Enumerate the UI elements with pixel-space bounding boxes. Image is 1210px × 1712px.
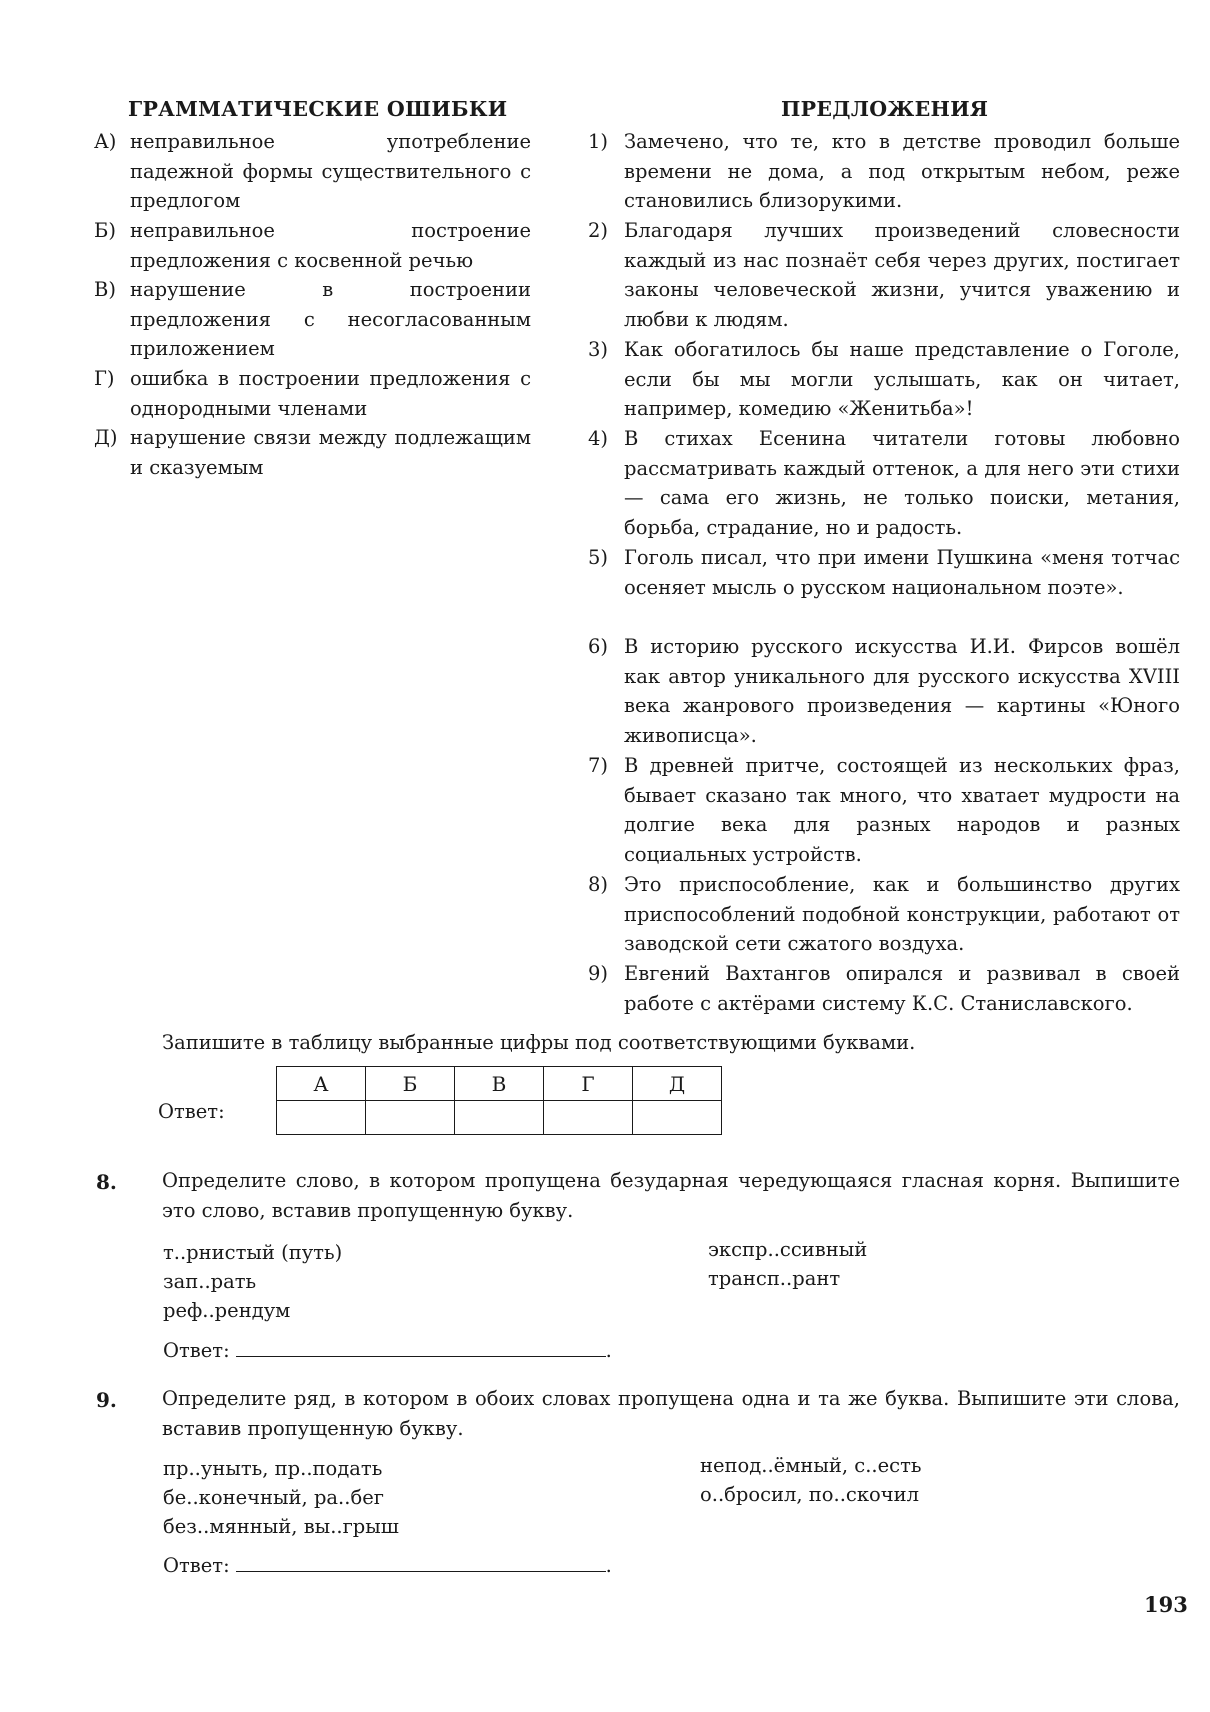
- error-item-b: [94, 216, 531, 275]
- sentence-text: В древней притче, состоящей из нескольких фраз, бывает сказано так много, что хватает мудрости на долгие века для разных народов и разных социальных устройств.: [624, 754, 1180, 866]
- page-number: 193: [1144, 1592, 1188, 1617]
- sentence-item-5: [588, 543, 1180, 602]
- answer-table-header: Б: [366, 1067, 455, 1101]
- sentence-item-3: [588, 335, 1180, 424]
- sentence-item-8: [588, 870, 1180, 959]
- answer-cell-b[interactable]: [366, 1101, 455, 1135]
- answer-table-header: Д: [633, 1067, 722, 1101]
- task-8-option: трансп..рант: [708, 1267, 841, 1290]
- task-8-option: зап..рать: [163, 1270, 257, 1293]
- sentence-item-9: [588, 959, 1180, 1018]
- sentence-label: 7): [588, 754, 609, 777]
- sentence-label: 2): [588, 219, 609, 242]
- task-9-option: без..мянный, вы..грыш: [163, 1515, 399, 1538]
- sentence-label: 3): [588, 338, 609, 361]
- sentence-item-4: [588, 424, 1180, 542]
- task-8-answer-row: [163, 1336, 612, 1362]
- sentence-label: 8): [588, 873, 609, 896]
- answer-label: Ответ:: [158, 1100, 225, 1123]
- task-8-option: реф..рендум: [163, 1299, 291, 1322]
- error-text: неправильное построение предложения с косвенной речью: [130, 219, 531, 272]
- error-text: нарушение связи между подлежащим и сказуемым: [130, 426, 531, 479]
- task-9-option: непод..ёмный, с..есть: [700, 1454, 922, 1477]
- sentence-label: 1): [588, 130, 609, 153]
- error-text: ошибка в построении предложения с однородными членами: [130, 367, 531, 420]
- sentence-label: 4): [588, 427, 609, 450]
- answer-table-header: Г: [544, 1067, 633, 1101]
- task-9-text: Определите ряд, в котором в обоих словах пропущена одна и та же буква. Выпишите эти слова, вставив пропущенную букву.: [162, 1387, 1180, 1440]
- sentence-text: Евгений Вахтангов опирался и развивал в своей работе с актёрами систему К.С. Станиславского.: [624, 962, 1180, 1015]
- error-item-g: [94, 364, 531, 423]
- answer-cell-v[interactable]: [455, 1101, 544, 1135]
- error-label: Д): [94, 426, 118, 449]
- table-instruction: Запишите в таблицу выбранные цифры под соответствующими буквами.: [162, 1031, 916, 1054]
- error-text: нарушение в построении предложения с несогласованным приложением: [130, 278, 531, 360]
- task-8-text: Определите слово, в котором пропущена безударная чередующаяся гласная корня. Выпишите это слово, вставив пропущенную букву.: [162, 1169, 1180, 1222]
- task-9-answer-period: .: [605, 1554, 612, 1577]
- sentence-text: Гоголь писал, что при имени Пушкина «меня тотчас осеняет мысль о русском национальном поэте».: [624, 546, 1180, 599]
- sentence-label: 6): [588, 635, 609, 658]
- sentence-text: Это приспособление, как и большинство других приспособлений подобной конструкции, работают от заводской сети сжатого воздуха.: [624, 873, 1180, 955]
- sentence-text: Замечено, что те, кто в детстве проводил больше времени не дома, а под открытым небом, реже становились близорукими.: [624, 130, 1180, 212]
- answer-cell-d[interactable]: [633, 1101, 722, 1135]
- sentence-label: 9): [588, 962, 609, 985]
- sentence-item-1: [588, 127, 1180, 216]
- error-label: Г): [94, 367, 115, 390]
- answer-table-header: В: [455, 1067, 544, 1101]
- task-8-option: экспр..ссивный: [708, 1238, 868, 1261]
- answer-cell-g[interactable]: [544, 1101, 633, 1135]
- error-item-a: [94, 127, 531, 216]
- answer-table-header-row: [277, 1067, 722, 1101]
- task-8-answer-period: .: [605, 1339, 612, 1362]
- sentence-text: Как обогатилось бы наше представление о Гоголе, если бы мы могли услышать, как он читает, например, комедию «Женитьба»!: [624, 338, 1180, 420]
- task-9-number: 9.: [96, 1388, 117, 1412]
- sentence-text: В стихах Есенина читатели готовы любовно рассматривать каждый оттенок, а для него эти стихи — сама его жизнь, не только поиски, метания, борьба, страдание, но и радость.: [624, 427, 1180, 539]
- task-9-answer-blank[interactable]: [236, 1551, 606, 1572]
- task-9-option: бе..конечный, ра..бег: [163, 1486, 384, 1509]
- sentence-text: Благодаря лучших произведений словесности каждый из нас познаёт себя через других, постигает законы человеческой жизни, учится уважению и любви к людям.: [624, 219, 1180, 331]
- error-item-d: [94, 423, 531, 482]
- task-8-answer-label: Ответ:: [163, 1339, 230, 1362]
- error-label: Б): [94, 219, 116, 242]
- sentence-item-6: [588, 632, 1180, 750]
- task-9-answer-row: [163, 1551, 612, 1577]
- sentence-item-2: [588, 216, 1180, 334]
- error-item-v: [94, 275, 531, 364]
- answer-table-header: А: [277, 1067, 366, 1101]
- task-8-number: 8.: [96, 1170, 117, 1194]
- task-8-option: т..рнистый (путь): [163, 1241, 343, 1264]
- sentence-item-7: [588, 751, 1180, 869]
- errors-column-title: ГРАММАТИЧЕСКИЕ ОШИБКИ: [128, 97, 508, 121]
- task-9-option: о..бросил, по..скочил: [700, 1483, 920, 1506]
- error-label: В): [94, 278, 116, 301]
- task-9-option: пр..уныть, пр..подать: [163, 1457, 383, 1480]
- error-text: неправильное употребление падежной формы существительного с предлогом: [130, 130, 531, 212]
- sentence-text: В историю русского искусства И.И. Фирсов вошёл как автор уникального для русского искусства XVIII века жанрового произведения — картины «Юного живописца».: [624, 635, 1180, 747]
- task-8-answer-blank[interactable]: [236, 1336, 606, 1357]
- sentences-column-title: ПРЕДЛОЖЕНИЯ: [781, 97, 989, 121]
- sentence-label: 5): [588, 546, 609, 569]
- answer-table: [276, 1066, 722, 1135]
- answer-cell-a[interactable]: [277, 1101, 366, 1135]
- task-9-answer-label: Ответ:: [163, 1554, 230, 1577]
- answer-table-input-row: [277, 1101, 722, 1135]
- error-label: А): [94, 130, 117, 153]
